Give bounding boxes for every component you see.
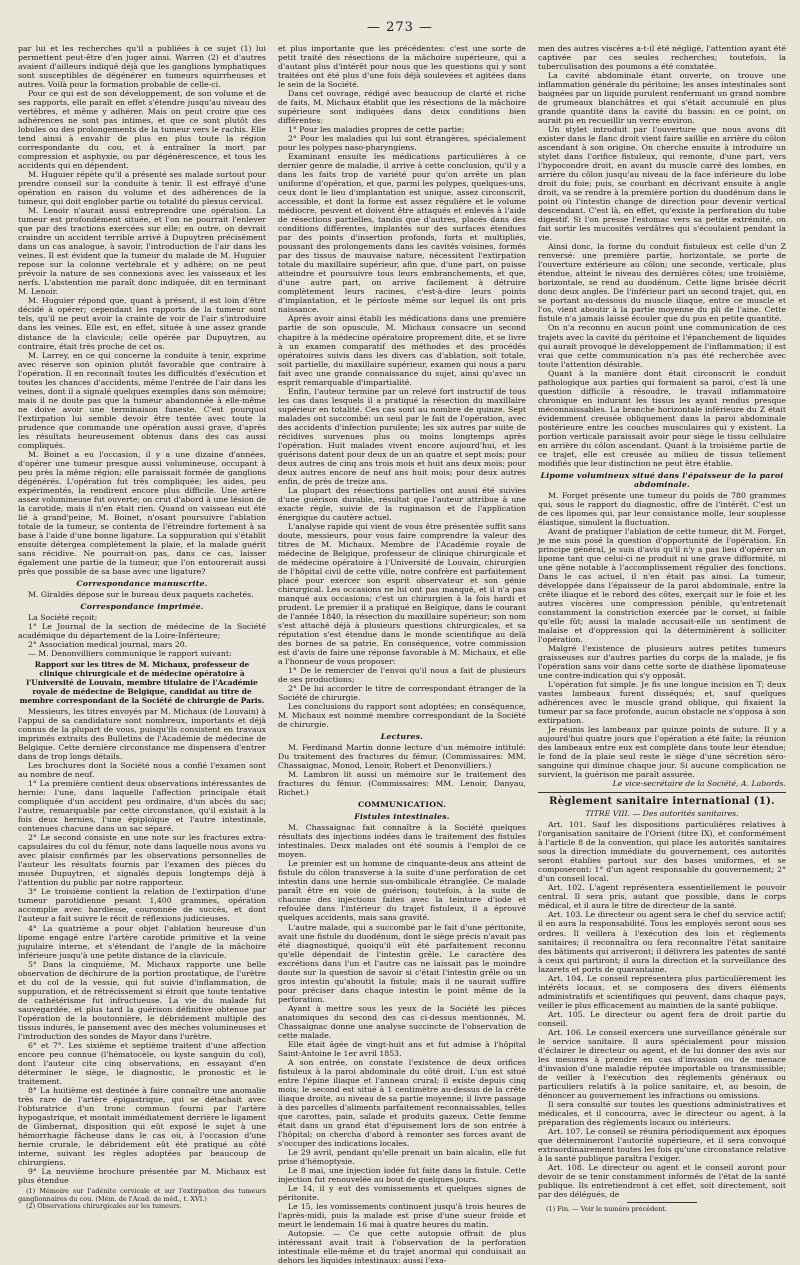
paragraph: 1° Le Journal de la section de médecine de la Société académique du département de la Loire-Inférieure;: [18, 621, 266, 640]
paragraph: M. Chassaignac fait connaître à la Société quelques résultats des injections iodées dans le traitement des fistules intestinales. Deux malades ont été soumis à l'emploi de ce moyen.: [278, 823, 526, 860]
article: Art. 105. Le directeur ou agent fera de droit partie du conseil.: [538, 1009, 786, 1028]
paragraph: Ayant à mettre sous les yeux de la Société les pièces anatomiques du second des cas ci-dessus mentionnés, M. Chassaignac donne une analyse succincte de l'observation de cette malade.: [278, 1003, 526, 1040]
text-columns: [18, 44, 787, 1265]
footnotes: [18, 1188, 266, 1211]
article: Art. 101. Sauf les dispositions particulières relatives à l'organisation sanitaire de l'Orient (titre IX), et conformément à l'article 8 de la convention, qui place les autorités sanitaires sous la direction immédiate du gouvernement, ces autorités seront établies partout sur des bases uniformes, et se composeront: 1° d'un agent responsable du gouvernement; 2° d'un conseil local.: [538, 820, 786, 884]
paragraph: Je réunis les lambeaux par quinze points de suture. Il y a aujourd'hui quatre jours que l'opération a été faite; la réunion des lambeaux entre eux est complète dans toute leur étendue; le fond de la plaie seul reste le siège d'une sécrétion séro-sanguine qui diminue chaque jour. Si aucune complication ne survient, la guérison me paraît assurée.: [538, 725, 786, 780]
paragraph: M. Larrey, en ce qui concerne la conduite à tenir, exprime avec réserve son opinion plutôt favorable que contraire à l'opération. Il en reconnaît toutes les difficultés d'exécution et toutes les chances d'accidents, même l'entrée de l'air dans les veines, dont il a signalé quelques exemples dans son mémoire; mais il ne doute pas que la tumeur abandonnée à elle-même ne doive avoir une terminaison funeste. C'est pourquoi l'extirpation lui semble devoir être tentée avec toute la prudence que commande une opération aussi grave, d'après les résultats heureusement obtenus dans des cas aussi compliqués.: [18, 350, 266, 450]
column-left: [18, 44, 266, 1211]
column-right: [538, 44, 787, 1213]
paragraph: Autopsie. — Ce que cette autopsie offrait de plus intéressant avait trait à l'observation de la perforation intestinale elle-même et du trajet anormal qui conduisait au dehors les liquides intestinaux: aussi l'exa-: [278, 1229, 526, 1265]
paragraph: Pour ce qui est de son développement, de son volume et de ses rapports, elle paraît en effet s'étendre jusqu'au niveau des vertèbres, et même y adhérer. Mais on peut croire que ces adhérences ne sont pas intimes, et que ce sont plutôt des lobules ou des prolongements de la tumeur vers le rachis. Elle tend ainsi à envahir de plus en plus toute la région correspondante du cou, et à entraîner la mort par compression et asphyxie, ou par dégénérescence, et tous les accidents qui en dépendent.: [18, 89, 266, 171]
section-heading: Correspondance imprimée.: [80, 601, 204, 611]
article: Il sera consulté sur toutes les questions administratives et médicales, et il concourra, avec le directeur ou agent, à la préparation des règlements locaux ou intérieurs.: [538, 1099, 786, 1127]
article: Art. 104. Le conseil représentera plus particulièrement les intérêts locaux, et se composera des divers éléments administratifs et scientifiques qui peuvent, dans chaque pays, veiller le plus efficacement au maintien de la santé publique.: [538, 973, 786, 1010]
footnotes: [538, 1206, 786, 1214]
article: Art. 102. L'agent représentera essentiellement le pouvoir central. Il sera pris, autant que possible, dans le corps médical, et il aura le titre de directeur de la santé.: [538, 883, 786, 911]
paragraph: 1° De le remercier de l'envoi qu'il nous a fait de plusieurs de ses productions;: [278, 666, 526, 685]
paragraph: M. Giraldès dépose sur le bureau deux paquets cachetés.: [28, 589, 254, 599]
paragraph: Après avoir ainsi établi les médications dans une première partie de son opuscule, M. Michaux consacre un second chapitre à la médecine opératoire proprement dite, et se livre à un examen comparatif des méthodes et des procédés opératoires suivis dans les divers cas d'ablation, soit totale, soit partielle, du maxillaire supérieur, examen qui nous a paru fait avec une grande connaissance du sujet, ainsi qu'avec un esprit remarquable d'impartialité.: [278, 314, 526, 387]
paragraph: M. Boinet a eu l'occasion, il y a une dizaine d'années, d'opérer une tumeur presque aussi volumineuse, occupant à peu près la même région; elle paraissait formée de ganglions dégénérés. L'opération fut très compliquée; les aides, peu expérimentés, la rendirent encore plus difficile. Une artère assez volumineuse fut ouverte; on crut d'abord à une lésion de la carotide, mais il n'en était rien. Quand on vaisseau eut été lié à grand'peine, M. Boinet, n'osant poursuivre l'ablation totale de la tumeur, se contenta de l'étreindre fortement à sa base à l'aide d'une bonne ligature. La suppuration qui s'établit ensuite détergea complètement la plaie, et la malade guérit sans récidive. Ne pourrait-on pas, dans ce cas, laisser également une partie de la tumeur, que l'on entourerait aussi près que possible de sa base avec une ligature?: [18, 449, 266, 576]
paragraph: M. Forget présente une tumeur du poids de 780 grammes qui, sous le rapport du diagnostic, offre de l'intérêt. C'est un de ces lipomes qui, par leur consistance molle, leur souplesse élastique, simulent la fluctuation.: [538, 490, 786, 527]
paragraph: M. Lambron lit aussi un mémoire sur le traitement des fractures du fémur. (Commissaires: MM. Lenoir, Danyau, Richet.): [278, 770, 526, 798]
paragraph: Le 15, les vomissements continuent jusqu'à trois heures de l'après-midi, puis la malade est prise d'une sueur froide et meurt le lendemain 16 mai à quatre heures du matin.: [278, 1201, 526, 1230]
paragraph: Les conclusions du rapport sont adoptées; en conséquence, M. Michaux est nommé membre correspondant de la Société de chirurgie.: [278, 702, 526, 730]
paragraph: Dans cet ouvrage, rédigé avec beaucoup de clarté et riche de faits, M. Michaux établit que les résections de la mâchoire supérieure sont indiquées dans deux conditions bien différentes:: [278, 89, 526, 126]
paragraph: Le premier est un homme de cinquante-deux ans atteint de fistule du côlon transverse à la suite d'une perforation de cet intestin dans une hernie sus-ombilicale étranglée. Ce malade paraît être en voie de guérison; toutefois, à la suite de chacune des injections faites avec la teinture d'iode et refoulée dans l'intérieur du trajet fistuleux, il a éprouvé quelques accidents, mais sans gravité.: [278, 859, 526, 923]
section-divider: [538, 792, 786, 793]
paragraph: Elle était âgée de vingt-huit ans et fut admise à l'hôpital Saint-Antoine le 1er avril 1853.: [278, 1039, 526, 1058]
paragraph: 2° Association medical journal, mars 20.: [28, 640, 188, 650]
paragraph: 2° Le second consiste en une note sur les fractures extra-capsulaires du col du fémur, note dans laquelle nous avons vu avec plaisir confirmés par les observations personnelles de l'auteur les résultats fournis par l'examen des pièces du musée Dupuytren, et signalés depuis longtemps déjà à l'attention du public par notre rapporteur.: [18, 833, 266, 888]
paragraph: Messieurs, les titres envoyés par M. Michaux (de Louvain) à l'appui de sa candidature sont nombreux, importants et déjà connus de la plupart de vous, puisqu'ils consistent en travaux imprimés extraits des Bulletins de l'Académie de médecine de Belgique. Cette dernière circonstance me dispensera d'entrer dans de trop longs détails.: [18, 707, 266, 762]
paragraph: On n'a reconnu en aucun point une communication de ces trajets avec la cavité du péritoine et l'épanchement de liquides qui aurait provoqué le développement de l'inflammation; il est vrai que cette communication n'a pas été recherchée avec toute l'attention désirable.: [538, 323, 786, 369]
paragraph: L'opération fut simple. Je fis une longue incision en T; deux vastes lambeaux furent disséqués; et, sauf quelques adhérences avec le muscle grand oblique, qui fixaient la tumeur par sa face profonde, aucun obstacle ne s'opposa à son extirpation.: [538, 680, 787, 726]
paragraph: La plupart des résections partielles ont aussi été suivies d'une guérison durable, résultat que l'auteur attribue à une exacte règle, suivie de la ruginaison et de l'application énergique du cautère actuel.: [278, 485, 526, 522]
paragraph: Le 8 mai, une injection iodée fut faite dans la fistule. Cette injection fut renouvelée au bout de quelques jours.: [278, 1165, 526, 1184]
paragraph: Le 29 avril, pendant qu'elle prenait un bain alcalin, elle fut prise d'hémoptysie.: [278, 1147, 526, 1166]
paragraph: Les brochures dont la Société nous a confié l'examen sont au nombre de neuf.: [18, 761, 266, 780]
paragraph: M. Lenoir n'aurait aussi entreprendre une opération. La tumeur est profondément située, et l'on ne pourrait l'enlever que par des tractions exercées sur elle; en outre, on devrait craindre un accident terrible arrivé à Dupuytren précisément dans un cas analogue, à savoir, l'introduction de l'air dans les veines. Il est évident que la tumeur du malade de M. Huguier repose sur la colonne vertébrale et y adhère; on ne peut prévoir la nature de ses connexions avec les vaisseaux et les nerfs. L'abstention me paraît donc indiquée, dit en terminant M. Lenoir.: [18, 206, 266, 297]
page-number: — 273 —: [366, 20, 434, 35]
section-heading: Lectures.: [380, 732, 424, 742]
paragraph: A son entrée, on constate l'existence de deux orifices fistuleux à la paroi abdominale du côté droit. L'un est situé entre l'épine iliaque et l'anneau crural; il existe depuis cinq mois; le second est situé à 1 centimètre au-dessus de la crête iliaque droite, au niveau de sa partie moyenne; il livre passage à des parcelles d'aliments parfaitement reconnaissables, telles que carottes, pain, salade et produits gazeux. Cette femme était dans un grand état d'épuisement lors de son entrée à l'hôpital; on chercha d'abord à remonter ses forces avant de s'occuper des indications locales.: [278, 1057, 526, 1148]
paragraph: — M. Denonvilliers communique le rapport suivant:: [28, 649, 232, 659]
section-title: Règlement sanitaire international (1).: [549, 796, 775, 808]
paragraph: Quant à la manière dont était circonscrit le conduit pathologique aux parties qui formaient sa paroi, c'est là une question difficile à résoudre, le travail inflammatoire chronique en indurant les tissus les ayant rendus presque méconnaissables. La branche horizontale inférieure du Z était évidemment creusée obliquement dans la paroi abdominale postérieure entre les couches musculaires qui y existent. La portion verticale paraissait avoir pour siège le tissu cellulaire en arrière du côlon ascendant. Quant à la troisième partie de ce trajet, elle est creusée au milieu de tissus tellement modifiés que leur distinction ne peut être établie.: [538, 368, 786, 468]
footnote: (2) Observations chirurgicales sur les tumeurs.: [26, 1202, 182, 1211]
paragraph: 1° Pour les maladies propres de cette partie;: [288, 125, 465, 135]
paragraph: M. Ferdinand Martin donne lecture d'un mémoire intitulé: Du traitement des fractures du fémur. (Commissaires: MM. Chassaignac, Monod, Lenoir, Robert et Denonvilliers.): [278, 743, 526, 771]
paragraph: M. Huguier répète qu'il a présenté ses malade surtout pour prendre conseil sur la conduite à tenir. Il est effrayé d'une opération en raison du volume et des adhérences de la tumeur, qui doit englober partie ou totalité du plexus cervical.: [18, 170, 266, 207]
paragraph: La cavité abdominale étant ouverte, on trouve une inflammation générale du péritoine; les anses intestinales sont baignées par un liquide purulent renfermant un grand nombre de grumeaux blanchâtres et qui s'était accumulé en plus grande quantité dans la cavité du bassin: en ce point, on aurait pu en recueillir un verre environ.: [538, 71, 786, 126]
paragraph: 2° De lui accorder le titre de correspondant étranger de la Société de chirurgie.: [278, 684, 526, 703]
paragraph: Un stylet introduit par l'ouverture que nous avons dit exister dans le flanc droit vient faire saillie en arrière du côlon ascendant à son origine. On cherche ensuite à introduire un stylet dans l'orifice fistuleux, qui remonte, d'une part, vers l'hypocondre droit, en avant du muscle carré des lombes, en arrière du côlon jusqu'au niveau de la face inférieure du lobe droit du foie; puis, se courbant en décrivant ensuite à angle droit, va se rendre à la première portion du duodénum dans le point où l'intestin change de direction pour devenir vertical descendant. C'est là, en effet, qu'existe la perforation du tube digestif. Si l'on presse l'estomac vers sa petite extrémité, on fait sortir les mucosités verdâtres qui s'écoulaient pendant la vie.: [538, 125, 786, 243]
paragraph: par lui et les recherches qu'il a publiées à ce sujet (1) lui permettent peut-être d'en juger ainsi. Warren (2) et d'autres avaient d'ailleurs indiqué déjà que les ganglions lymphatiques sont susceptibles de dégénérer en tumeurs squirrheuses et autres. Voilà pour la formation probable de celle-ci.: [18, 44, 266, 90]
section-heading: Fistules intestinales.: [354, 812, 450, 822]
subsection-title: TITRE VIII. — Des autorités sanitaires.: [585, 809, 739, 819]
paragraph: La Société reçoit:: [28, 612, 98, 622]
article: Art. 107. Le conseil se réunira périodiquement aux époques que détermineront l'autorité supérieure, et il sera convoqué extraordinairement toutes les fois qu'une circonstance relative à la santé publique paraîtra l'exiger.: [538, 1126, 786, 1163]
signature-line: Le vice-secrétaire de la Société, A. Labords.: [612, 779, 786, 789]
paragraph: 3° Le troisième contient la relation de l'extirpation d'une tumeur parotidienne pesant 1,400 grammes, opération accomplie avec hardiesse, couronnée de succès, et dont l'auteur a fait suivre le récit de réflexions judicieuses.: [18, 887, 266, 924]
paragraph: Avant de pratiquer l'ablation de cette tumeur, dit M. Forget, je me suis posé la question d'opportunité de l'opération. En principe général, je suis d'avis qu'il n'y a pas lieu d'opérer un lipome tant que celui-ci ne produit ni une grave difformité, ni une gêne notable à l'accomplissement régulier des fonctions. Dans le cas actuel, il n'en était pas ainsi. La tumeur, développée dans l'épaisseur de la paroi abdominale, entre la crête iliaque et le rebord des côtes, exerçait sur le foie et les autres viscères une compression pénible, qu'entretenait constamment la constriction exercée par le corset, si faible qu'elle fût; aussi la malade accusait-elle un sentiment de malaise et d'oppression qui la déterminèrent à solliciter l'opération.: [538, 526, 786, 645]
paragraph: 8° La huitième est destinée à faire connaître une anomalie très rare de l'artère épigastrique, qui se détachait avec l'obturatrice d'un tronc commun fourni par l'artère hypogastrique, et montait immédiatement derrière le ligament de Gimbernat, disposition qui eût exposé le sujet à une hémorrhagie fâcheuse dans le cas où, à l'occasion d'une hernie crurale, le débridement eût été pratiqué au côté interne, suivant les règles adoptées par beaucoup de chirurgiens.: [18, 1085, 266, 1167]
paragraph: 6° et 7°. Les sixième et septième traitent d'une affection encore peu connue (l'hématocèle, ou kyste sanguin du col), dont l'auteur cite cinq observations, en essayant d'en déterminer le siège, le diagnostic, le pronostic et le traitement.: [18, 1040, 266, 1086]
paragraph: Le 14, il y eut des vomissements et quelques signes de péritonite.: [278, 1183, 526, 1202]
paragraph: Ainsi donc, la forme du conduit fistuleux est celle d'un Z renversé: une première partie, horizontale, se porte de l'ouverture extérieure au côlon; une seconde, verticale, plus étendue, atteint le niveau des dernières côtes; une troisième, horizontale, se rend au duodénum. Cette ligne brisée décrit donc deux angles. De l'inférieur part un second trajet, qui, en se portant au-dessous du muscle iliaque, entre ce muscle et l'os, vient aboutir à la partie moyenne du pli de l'aine. Cette fistule n'a jamais laissé écouler que du pus en petite quantité.: [538, 242, 786, 324]
paragraph: 4° La quatrième a pour objet l'ablation heureuse d'un lipome engagé entre l'artère carotide primitive et la veine jugulaire interne, et s'étendant de l'angle de la mâchoire inférieure jusqu'à une petite distance de la clavicule.: [18, 923, 266, 960]
paragraph: Enfin, l'auteur termine par un relevé fort instructif de tous les cas dans lesquels il a pratiqué la résection du maxillaire supérieur en totalité. Ces cas sont au nombre de quinze. Sept malades ont succombé: un seul par le fait de l'opération, avec des accidents d'infection purulente; les six autres par suite de récidives survenues plus ou moins longtemps après l'opération. Huit malades vivent encore aujourd'hui, et les guérisons datent pour deux de un an quatre et sept mois; pour deux autres de cinq ans trois mois et huit ans deux mois; pour deux autres encore de neuf ans huit mois; pour deux autres enfin, de près de treize ans.: [278, 386, 526, 486]
footnote: (1) Fin. — Voir le numéro précédent.: [546, 1204, 667, 1213]
column-middle: [278, 44, 526, 1265]
section-heading: Lipome volumineux situé dans l'épaisseur de la paroi abdominale.: [540, 470, 784, 489]
paragraph: et plus importante que les précédentes: c'est une sorte de petit traité des résections de la mâchoire supérieure, qui a d'autant plus d'intérêt pour nous que les questions qui y sont traitées ont été plus d'une fois déjà soulevées et agitées dans le sein de la Société.: [278, 44, 526, 90]
paragraph: Malgré l'existence de plusieurs autres petites tumeurs graisseuses sur d'autres parties du corps de la malade, je fis l'opération sans voir dans cette sorte de diathèse lipomateuse une contre-indication qui s'y opposât.: [538, 644, 786, 681]
article: Art. 108. Le directeur ou agent et le conseil auront pour devoir de se tenir constamment informés de l'état de la santé publique. Ils entretiendront à cet effet, soit directement, soit par des délégués, de: [538, 1162, 786, 1199]
paragraph: L'analyse rapide qui vient de vous être présentée suffit sans doute, messieurs, pour vous faire comprendre la valeur des titres de M. Michaux. Membre de l'Académie royale de médecine de Belgique, professeur de clinique chirurgicale et de médecine opératoire à l'Université de Louvain, chirurgien de l'hôpital civil de cette ville, notre confrère est parfaitement placé pour exercer son esprit observateur et son génie chirurgical. Les occasions ne lui ont pas manqué, et il n'a pas manqué aux occasions; c'est un chirurgien à la fois hardi et prudent. Le premier il a pratiqué en Belgique, dans le courant de l'année 1840, la résection du maxillaire supérieur; son nom s'est attaché déjà à plusieurs questions chirurgicales, et sa réputation s'est étendue dans le monde scientifique au delà des bornes de sa patrie. En conséquence, votre commission est d'avis de faire une réponse favorable à M. Michaux, et elle a l'honneur de vous proposer:: [278, 521, 526, 667]
section-heading: Correspondance manuscrite.: [76, 578, 208, 588]
paragraph: L'autre malade, qui a succombé par le fait d'une péritonite, avait une fistule du duodénum, dont le siège précis n'avait pas été diagnostiqué, quoiqu'il eût été parfaitement reconnu qu'elle dépendait de l'intestin grêle. Le caractère des excrétions dans l'un et l'autre cas ne laissait pas le moindre doute sur la question de savoir si c'était l'intestin grêle ou un gros intestin qu'aboutit la fistule; mais il ne saurait suffire pour préciser dans chaque intestin le point même de la perforation.: [278, 922, 526, 1004]
report-title: Rapport sur les titres de M. Michaux, professeur de clinique chirurgicale et de médecine opératoire à l'Université de Louvain, membre titulaire de l'Académie royale de médecine de Belgique, candidat au titre de membre correspondant de la Société de chirurgie de Paris.: [19, 660, 265, 706]
footnote: (1) Mémoire sur l'adénite cervicale et sur l'extirpation des tumeurs ganglionnaires du cou. (Mém. de l'Acad. de méd., t. XVI.): [18, 1186, 266, 1203]
paragraph: men des autres viscères a-t-il été négligé, l'attention ayant été captivée par ces seules recherches; toutefois, la tuberculisation des poumons a été constatée.: [538, 44, 786, 72]
article: Art. 103. Le directeur ou agent sera le chef du service actif; il en aura la responsabilité. Tous les employés seront sous ses ordres. Il veillera à l'exécution des lois et règlements sanitaires; il reconnaîtra ou fera reconnaître l'état sanitaire des bâtiments qui arriveront; il délivrera les patentes de santé à ceux qui partiront; il aura la direction et la surveillance des lazarets et ports de quarantaine.: [538, 910, 786, 974]
paragraph: M. Huguier répond que, quant à présent, il est loin d'être décidé à opérer; cependant les rapports de la tumeur sont tels, qu'il ne peut avoir la crainte de voir de l'air s'introduire dans les veines. Elle est, en effet, située à une assez grande distance de la clavicule; celle opérée par Dupuytren, au contraire, était très proche de cet os.: [18, 296, 266, 351]
paragraph: 2° Pour les maladies qui lui sont étrangères, spécialement pour les polypes naso-pharyngiens.: [278, 134, 526, 153]
paragraph: Examinant ensuite les médications particulières à ce dernier genre de maladie, il arrive à cette conclusion, qu'il y a dans les faits trop de variété pour qu'on arrête un plan uniforme d'opération, et que, parmi les polypes, quelques-uns, ceux dont le lieu d'implantation est unique, assez circonscrit, accessible, et dont la forme est assez régulière et le volume médiocre, peuvent et doivent être attaqués et enlevés à l'aide de résections partielles, tandis que d'autres, placés dans des conditions différentes, implantés sur des surfaces étendues par des points d'insertion profonds, forts et multipliés, poussant des prolongements dans les cavités voisines, formés par des tissus de mauvaise nature, nécessitent l'extirpation totale du maxillaire supérieur, afin que, d'une part, on puisse atteindre et poursuivre tous leurs embranchements, et que, d'une autre part, on arrive facilement à détruire complètement leurs racines, c'est-à-dire leurs points d'implantation, et le périoste même sur lequel ils ont pris naissance.: [278, 152, 526, 315]
section-heading: COMMUNICATION.: [357, 800, 447, 810]
paragraph: 1° La première contient deux observations intéressantes de hernie: l'une, dans laquelle l'affection principale était compliquée d'un accident peu ordinaire, d'un abcès du sac; l'autre, remarquable par cette circonstance, qu'il existait à la fois deux hernies, l'une épiploïque et l'autre intestinale, contenues chacune dans un sac séparé.: [18, 779, 266, 834]
paragraph: 9° La neuvième brochure présentée par M. Michaux est plus étendue: [18, 1166, 266, 1185]
paragraph: 5° Dans la cinquième, M. Michaux rapporte une belle observation de déchirure de la portion prostatique, de l'urètre et du col de la vessie, qui fut suivie d'inflammation, de suppuration, et de rétrécissement si étroit que toute tentative de cathétérisme fut infructueuse. La vie du malade fut sauvegardée, et plus tard la guérison définitive obtenue par l'opération de la boutonnière, le débridement multiple des tissus indurés, le pansement avec des mèches volumineuses et l'introduction des sondes de Mayor dans l'urètre.: [18, 959, 266, 1041]
article: Art. 106. Le conseil exercera une surveillance générale sur le service sanitaire. Il aura spécialement pour mission d'éclairer le directeur ou agent, et de lui donner des avis sur les mesures à prendre en cas d'invasion ou de menace d'invasion d'une maladie réputée importable ou transmissible; de veiller à l'exécution des règlements généraux ou particuliers relatifs à la police sanitaire, et, au besoin, de dénoncer au gouvernement les infractions ou omissions.: [538, 1027, 786, 1100]
footnote-divider: [627, 1202, 697, 1203]
